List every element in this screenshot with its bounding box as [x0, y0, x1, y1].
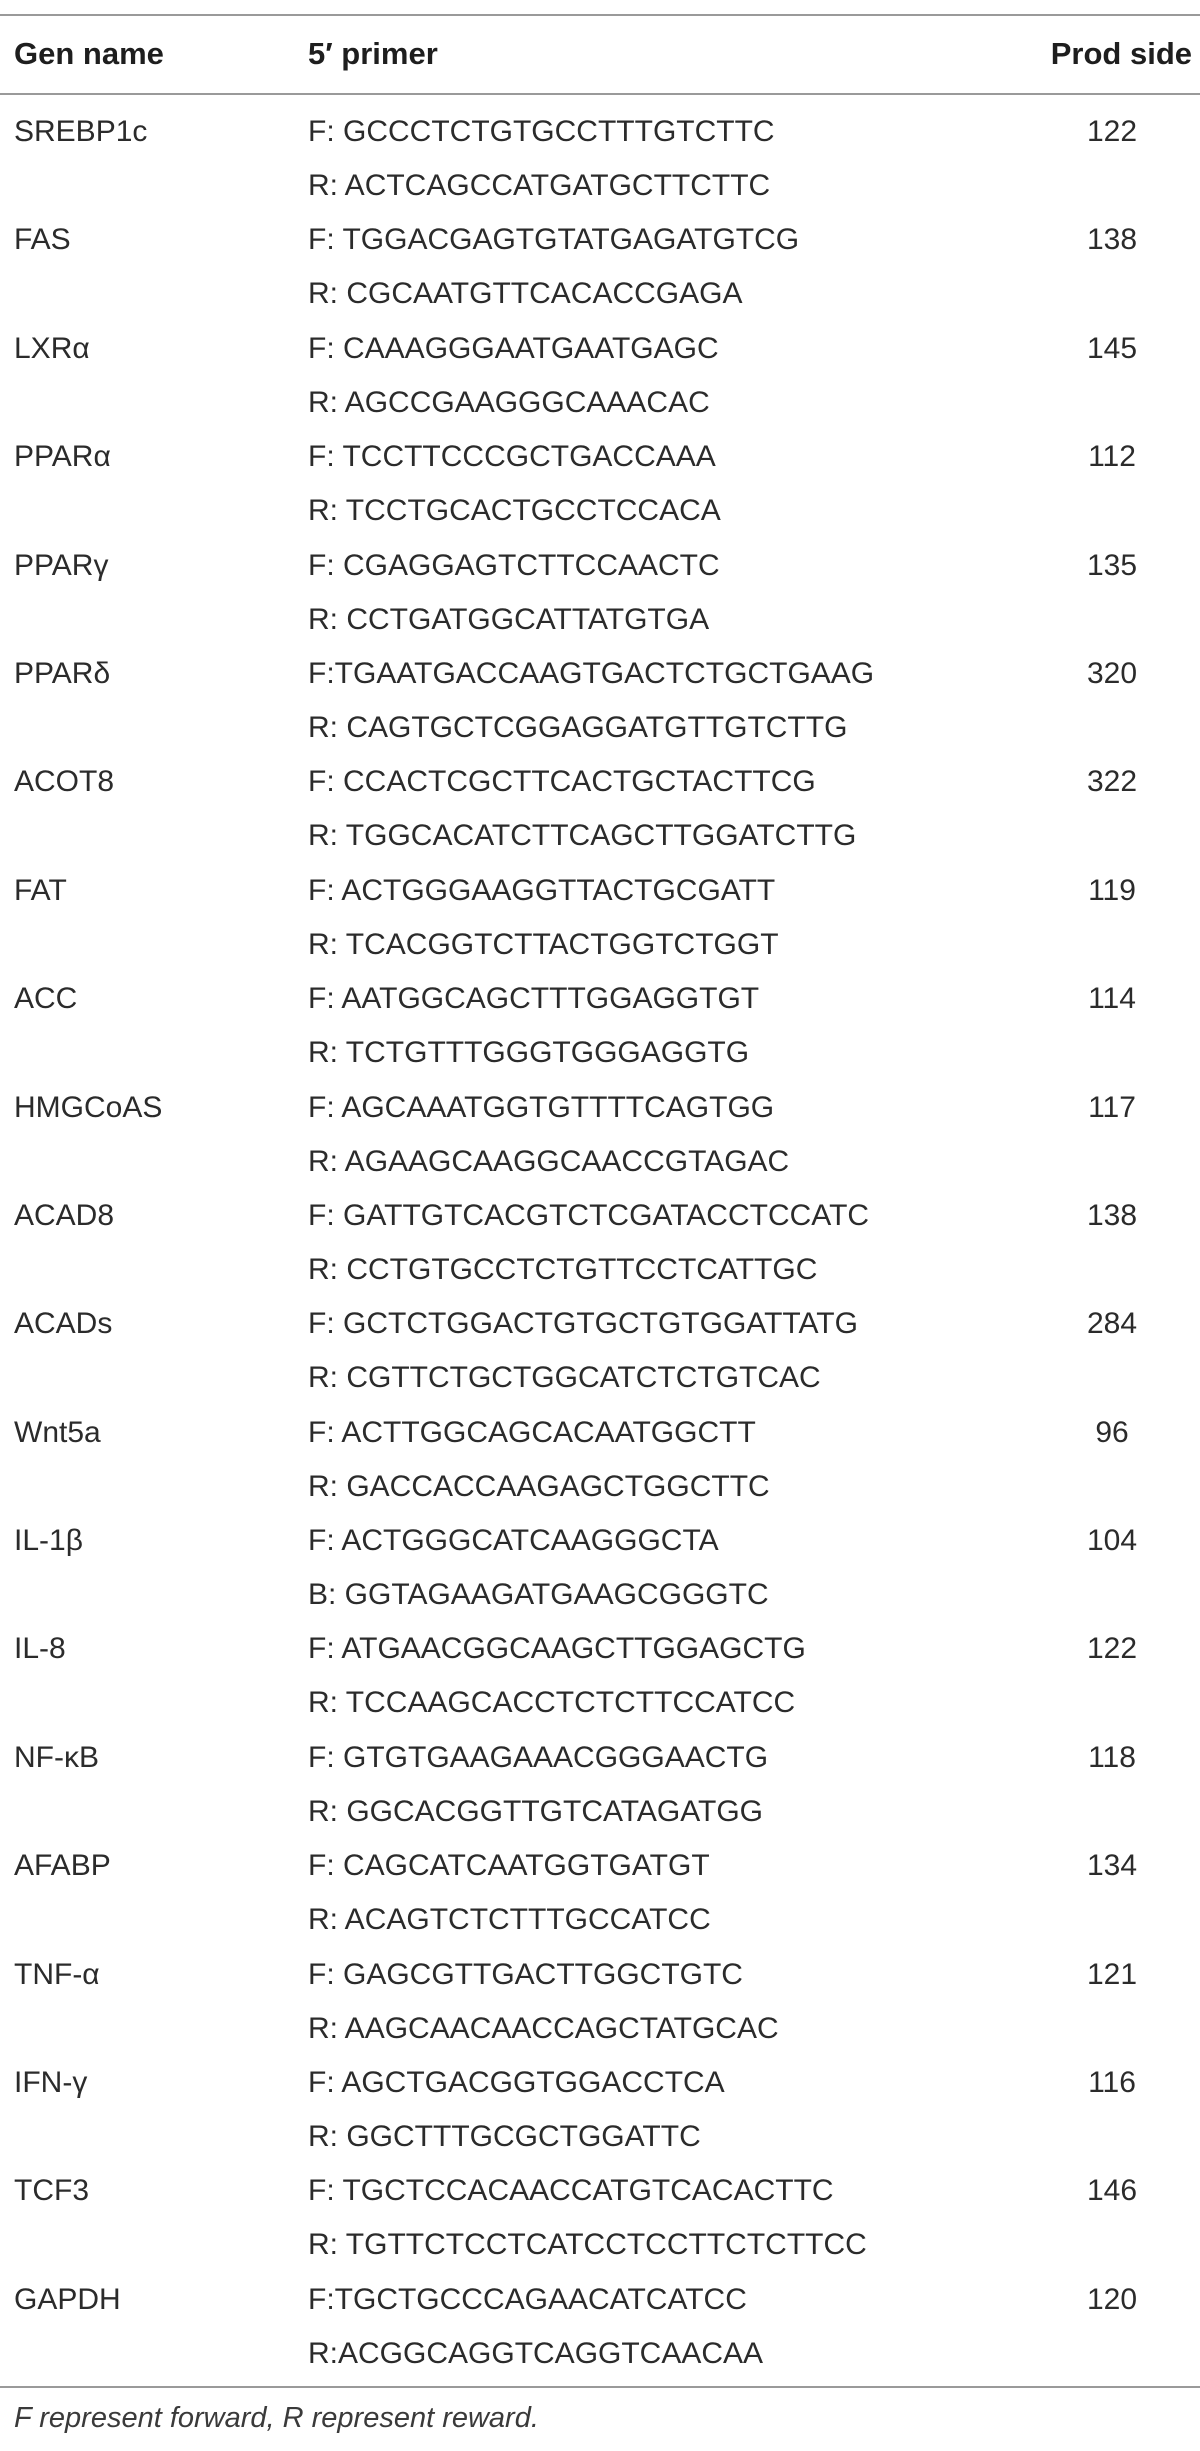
- reverse-primer-cell: R: ACAGTCTCTTTGCCATCC: [308, 1903, 711, 1937]
- gene-name-cell: TNF-α: [14, 1957, 100, 1991]
- forward-primer-cell: F:TGCTGCCCAGAACATCATCC: [308, 2282, 747, 2316]
- table-row: [0, 1504, 1200, 1612]
- table-row: [0, 1612, 1200, 1720]
- gene-name-cell: GAPDH: [14, 2282, 121, 2316]
- table-bottom-rule: [0, 2386, 1200, 2388]
- table-row: [0, 637, 1200, 745]
- gene-name-cell: HMGCoAS: [14, 1090, 163, 1124]
- forward-primer-cell: F: ACTTGGCAGCACAATGGCTT: [308, 1415, 756, 1449]
- table-row: [0, 2154, 1200, 2262]
- gene-name-cell: FAS: [14, 223, 71, 257]
- reverse-primer-cell: R: GGCACGGTTGTCATAGATGG: [308, 1794, 763, 1828]
- product-size-cell: 284: [1086, 1307, 1138, 1341]
- forward-primer-cell: F: TGCTCCACAACCATGTCACACTTC: [308, 2174, 834, 2208]
- gene-name-cell: ACADs: [14, 1307, 113, 1341]
- product-size-cell: 320: [1086, 656, 1138, 690]
- forward-primer-cell: F: AATGGCAGCTTTGGAGGTGT: [308, 982, 760, 1016]
- reverse-primer-cell: R: CGCAATGTTCACACCGAGA: [308, 277, 743, 311]
- forward-primer-cell: F: CAGCATCAATGGTGATGT: [308, 1849, 710, 1883]
- table-row: [0, 95, 1200, 203]
- gene-name-cell: TCF3: [14, 2174, 89, 2208]
- header-product-size: Prod side: [1050, 36, 1192, 71]
- gene-name-cell: ACAD8: [14, 1198, 115, 1232]
- gene-name-cell: LXRα: [14, 331, 90, 365]
- forward-primer-cell: F: TGGACGAGTGTATGAGATGTCG: [308, 223, 800, 257]
- product-size-cell: 104: [1086, 1524, 1138, 1558]
- forward-primer-cell: F: CCACTCGCTTCACTGCTACTTCG: [308, 765, 816, 799]
- header-gene-name: Gen name: [14, 36, 164, 71]
- product-size-cell: 117: [1088, 1090, 1136, 1124]
- product-size-cell: 118: [1088, 1740, 1136, 1774]
- forward-primer-cell: F: GCTCTGGACTGTGCTGTGGATTATG: [308, 1307, 858, 1341]
- table-footnote: F represent forward, R represent reward.: [14, 2402, 539, 2434]
- table-row: [0, 962, 1200, 1070]
- table-row: [0, 203, 1200, 311]
- reverse-primer-cell: R: CGTTCTGCTGGCATCTCTGTCAC: [308, 1361, 821, 1395]
- forward-primer-cell: F: GATTGTCACGTCTCGATACCTCCATC: [308, 1198, 870, 1232]
- table-row: [0, 1396, 1200, 1504]
- table-row: [0, 1071, 1200, 1179]
- reverse-primer-cell: R: AGCCGAAGGGCAAACAC: [308, 385, 710, 419]
- forward-primer-cell: F: TCCTTCCCGCTGACCAAA: [308, 440, 716, 474]
- table-row: [0, 1829, 1200, 1937]
- table-row: [0, 312, 1200, 420]
- table-row: [0, 529, 1200, 637]
- product-size-cell: 135: [1086, 548, 1138, 582]
- reverse-primer-cell: R: CAGTGCTCGGAGGATGTTGTCTTG: [308, 710, 848, 744]
- product-size-cell: 122: [1086, 1632, 1138, 1666]
- forward-primer-cell: F: CAAAGGGAATGAATGAGC: [308, 331, 719, 365]
- forward-primer-cell: F:TGAATGACCAAGTGACTCTGCTGAAG: [308, 656, 875, 690]
- product-size-cell: 96: [1095, 1415, 1129, 1449]
- product-size-cell: 119: [1088, 873, 1136, 907]
- product-size-cell: 145: [1086, 331, 1138, 365]
- gene-name-cell: PPARγ: [14, 548, 109, 582]
- table-row: [0, 1179, 1200, 1287]
- product-size-cell: 146: [1086, 2174, 1138, 2208]
- gene-name-cell: PPARα: [14, 440, 111, 474]
- forward-primer-cell: F: ACTGGGCATCAAGGGCTA: [308, 1524, 719, 1558]
- gene-name-cell: ACC: [14, 982, 78, 1016]
- reverse-primer-cell: R: GGCTTTGCGCTGGATTC: [308, 2120, 701, 2154]
- gene-name-cell: IFN-γ: [14, 2066, 88, 2100]
- reverse-primer-cell: R: TCTGTTTGGGTGGGAGGTG: [308, 1036, 750, 1070]
- table-row: [0, 745, 1200, 853]
- product-size-cell: 322: [1086, 765, 1138, 799]
- product-size-cell: 134: [1086, 1849, 1138, 1883]
- reverse-primer-cell: R: CCTGTGCCTCTGTTCCTCATTGC: [308, 1252, 818, 1286]
- forward-primer-cell: F: GTGTGAAGAAACGGGAACTG: [308, 1740, 769, 1774]
- forward-primer-cell: F: ACTGGGAAGGTTACTGCGATT: [308, 873, 776, 907]
- table-row: [0, 1721, 1200, 1829]
- table-row: [0, 1938, 1200, 2046]
- product-size-cell: 116: [1088, 2066, 1136, 2100]
- gene-name-cell: Wnt5a: [14, 1415, 101, 1449]
- table-row: [0, 1287, 1200, 1395]
- product-size-cell: 138: [1086, 223, 1138, 257]
- forward-primer-cell: F: AGCTGACGGTGGACCTCA: [308, 2066, 725, 2100]
- table-row: [0, 2046, 1200, 2154]
- reverse-primer-cell: R: TCCAAGCACCTCTCTTCCATCC: [308, 1686, 796, 1720]
- gene-name-cell: NF-κB: [14, 1740, 99, 1774]
- table-row: [0, 854, 1200, 962]
- product-size-cell: 138: [1086, 1198, 1138, 1232]
- reverse-primer-cell: R: TGTTCTCCTCATCCTCCTTCTCTTCC: [308, 2228, 867, 2262]
- product-size-cell: 122: [1086, 115, 1138, 148]
- product-size-cell: 120: [1086, 2282, 1138, 2316]
- product-size-cell: 114: [1088, 982, 1136, 1016]
- table-body: [0, 95, 1200, 2371]
- reverse-primer-cell: R:ACGGCAGGTCAGGTCAACAA: [308, 2336, 764, 2370]
- table-header: [0, 16, 1200, 93]
- reverse-primer-cell: R: ACTCAGCCATGATGCTTCTTC: [308, 169, 771, 202]
- header-primer: 5′ primer: [308, 36, 438, 71]
- reverse-primer-cell: R: TCACGGTCTTACTGGTCTGGT: [308, 927, 779, 961]
- gene-name-cell: FAT: [14, 873, 67, 907]
- forward-primer-cell: F: GAGCGTTGACTTGGCTGTC: [308, 1957, 743, 1991]
- product-size-cell: 121: [1086, 1957, 1138, 1991]
- gene-name-cell: PPARδ: [14, 656, 111, 690]
- forward-primer-cell: F: GCCCTCTGTGCCTTTGTCTTC: [308, 115, 775, 148]
- reverse-primer-cell: R: TCCTGCACTGCCTCCACA: [308, 494, 721, 528]
- forward-primer-cell: F: AGCAAATGGTGTTTTCAGTGG: [308, 1090, 775, 1124]
- gene-name-cell: IL-1β: [14, 1524, 83, 1558]
- reverse-primer-cell: R: GACCACCAAGAGCTGGCTTC: [308, 1469, 770, 1503]
- forward-primer-cell: F: CGAGGAGTCTTCCAACTC: [308, 548, 720, 582]
- gene-name-cell: ACOT8: [14, 765, 115, 799]
- gene-name-cell: SREBP1c: [14, 115, 148, 148]
- reverse-primer-cell: R: CCTGATGGCATTATGTGA: [308, 602, 710, 636]
- reverse-primer-cell: R: AAGCAACAACCAGCTATGCAC: [308, 2011, 779, 2045]
- table-row: [0, 2263, 1200, 2371]
- reverse-primer-cell: B: GGTAGAAGATGAAGCGGGTC: [308, 1578, 769, 1612]
- gene-name-cell: IL-8: [14, 1632, 66, 1666]
- reverse-primer-cell: R: TGGCACATCTTCAGCTTGGATCTTG: [308, 819, 857, 853]
- table-row: [0, 420, 1200, 528]
- gene-name-cell: AFABP: [14, 1849, 111, 1883]
- product-size-cell: 112: [1088, 440, 1136, 474]
- reverse-primer-cell: R: AGAAGCAAGGCAACCGTAGAC: [308, 1144, 790, 1178]
- forward-primer-cell: F: ATGAACGGCAAGCTTGGAGCTG: [308, 1632, 806, 1666]
